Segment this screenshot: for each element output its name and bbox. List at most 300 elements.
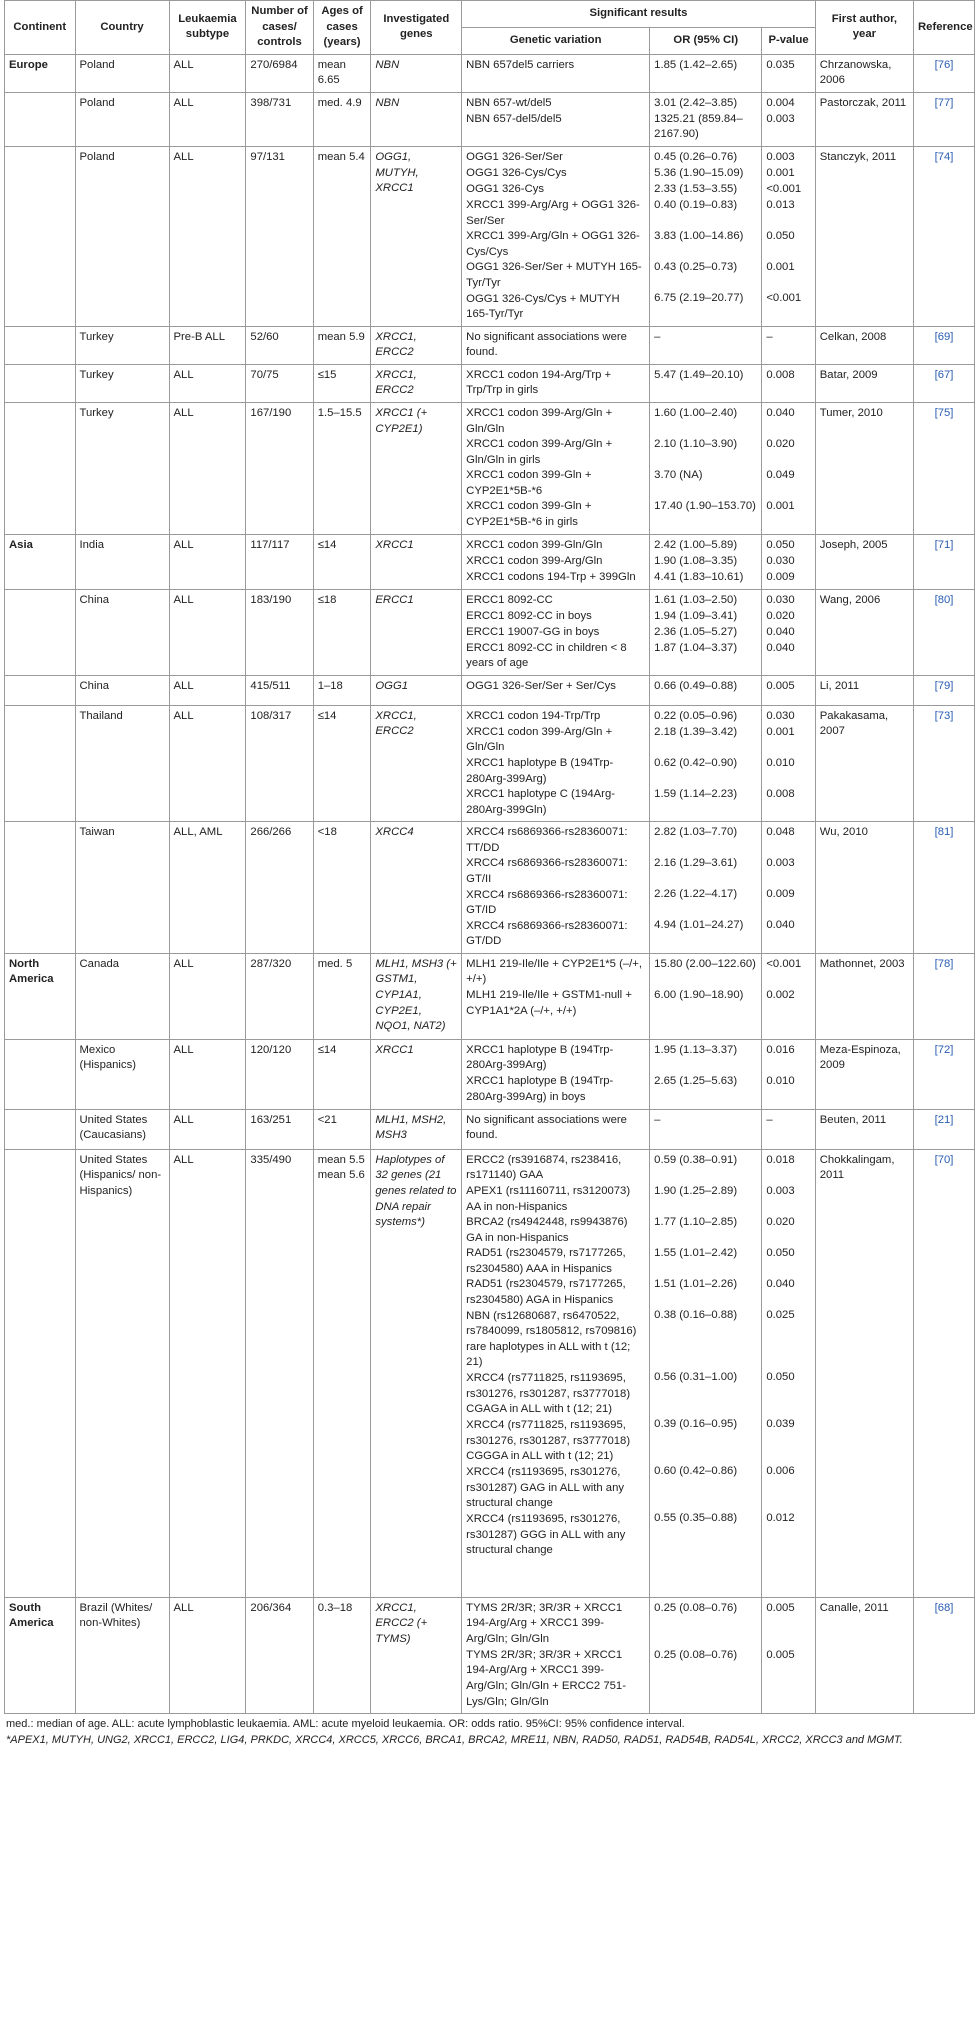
result-variation: APEX1 (rs11160711, rs3120073) AA in non-Hispanics	[466, 1185, 631, 1213]
cell-reference	[914, 675, 975, 705]
cell-variation	[462, 92, 650, 146]
cell-country: United States (Caucasians)	[75, 1109, 169, 1149]
result-p: 0.040	[766, 919, 795, 932]
result-or: 0.59 (0.38–0.91)	[654, 1153, 738, 1166]
result-variation: XRCC1 codon 399-Arg/Gln + Gln/Gln	[466, 725, 613, 754]
cell-continent	[5, 147, 76, 327]
cell-subtype: ALL	[169, 402, 246, 534]
cell-subtype: ALL	[169, 1109, 246, 1149]
cell-or	[650, 326, 762, 364]
cell-genes: MLH1, MSH3 (+ GSTM1, CYP1A1, CYP2E1, NQO1, NAT2)	[371, 953, 462, 1039]
footnote-genes: *APEX1, MUTYH, UNG2, XRCC1, ERCC2, LIG4, PRKDC, XRCC4, XRCC5, XRCC6, BRCA1, BRCA2, MRE11, NBN, RAD50, RAD51, RAD54B, RAD54L, XRCC2, XRCC3 and MGMT.	[6, 1733, 903, 1746]
cell-p	[762, 953, 815, 1039]
reference-link[interactable]: [76]	[934, 58, 954, 71]
cell-continent	[5, 589, 76, 675]
result-or: 2.26 (1.22–4.17)	[654, 888, 738, 901]
result-variation: BRCA2 (rs4942448, rs9943876) GA in non-Hispanics	[466, 1216, 628, 1244]
cell-author: Mathonnet, 2003	[815, 953, 913, 1039]
result-or: 1.55 (1.01–2.42)	[654, 1246, 738, 1259]
result-variation: ERCC2 (rs3916874, rs238416, rs171140) GAA	[466, 1153, 622, 1182]
table-row	[5, 147, 975, 327]
cell-country: China	[75, 675, 169, 705]
result-variation: MLH1 219-Ile/Ile + GSTM1-null + CYP1A1*2A (–/+, +/+)	[466, 989, 632, 1017]
result-or: 17.40 (1.90–153.70)	[654, 499, 756, 512]
cell-cases: 206/364	[246, 1597, 313, 1713]
result-variation: OGG1 326-Ser/Ser + Ser/Cys	[466, 679, 616, 692]
result-p: 0.050	[766, 230, 795, 243]
cell-subtype: ALL	[169, 147, 246, 327]
cell-author: Wu, 2010	[815, 822, 913, 954]
cell-cases: 270/6984	[246, 54, 313, 92]
cell-variation	[462, 953, 650, 1039]
table-row	[5, 953, 975, 1039]
reference-link[interactable]: [21]	[934, 1113, 954, 1126]
result-variation: XRCC1 codon 399-Gln/Gln	[466, 538, 603, 551]
result-p: 0.001	[766, 725, 795, 738]
cell-variation	[462, 326, 650, 364]
cell-ages: mean 6.65	[313, 54, 371, 92]
result-or: 3.83 (1.00–14.86)	[654, 230, 744, 243]
result-p: 0.013	[766, 199, 795, 212]
result-or: 0.38 (0.16–0.88)	[654, 1308, 738, 1321]
result-p: 0.050	[766, 1370, 795, 1383]
cell-cases: 183/190	[246, 589, 313, 675]
result-variation: ERCC1 19007-GG in boys	[466, 625, 600, 638]
result-variation: XRCC4 rs6869366-rs28360071: GT/II	[466, 857, 628, 885]
cell-ages: 1–18	[313, 675, 371, 705]
result-or: 1.59 (1.14–2.23)	[654, 787, 738, 800]
result-or: 1.87 (1.04–3.37)	[654, 641, 738, 654]
cell-reference	[914, 589, 975, 675]
result-p: 0.020	[766, 437, 795, 450]
reference-link[interactable]: [73]	[934, 709, 954, 722]
cell-subtype: ALL	[169, 1149, 246, 1597]
cell-p	[762, 1109, 815, 1149]
cell-reference	[914, 364, 975, 402]
result-p: 0.003	[766, 112, 795, 125]
cell-p	[762, 326, 815, 364]
cell-ages: ≤15	[313, 364, 371, 402]
result-variation: XRCC1 codon 399-Gln + CYP2E1*5B-*6	[466, 469, 592, 497]
result-or: 5.47 (1.49–20.10)	[654, 368, 744, 381]
cell-or	[650, 675, 762, 705]
cell-ages: med. 4.9	[313, 92, 371, 146]
table-row	[5, 54, 975, 92]
result-variation: RAD51 (rs2304579, rs7177265, rs2304580) AGA in Hispanics	[466, 1278, 626, 1307]
result-p: 0.050	[766, 1246, 795, 1259]
cell-p	[762, 1039, 815, 1109]
result-or: 2.82 (1.03–7.70)	[654, 826, 738, 839]
cell-genes: XRCC1, ERCC2	[371, 326, 462, 364]
cell-or	[650, 92, 762, 146]
cell-genes: OGG1	[371, 675, 462, 705]
cell-author: Meza-Espinoza, 2009	[815, 1039, 913, 1109]
result-variation: OGG1 326-Ser/Ser	[466, 151, 563, 164]
result-p: 0.030	[766, 593, 795, 606]
cell-author: Chokkalingam, 2011	[815, 1149, 913, 1597]
cell-genes: XRCC1, ERCC2	[371, 364, 462, 402]
cell-continent: Europe	[5, 54, 76, 92]
cell-subtype: ALL	[169, 534, 246, 589]
result-p: 0.050	[766, 538, 795, 551]
result-or: 0.45 (0.26–0.76)	[654, 151, 738, 164]
result-or: 0.25 (0.08–0.76)	[654, 1601, 738, 1614]
cell-country: Brazil (Whites/ non-Whites)	[75, 1597, 169, 1713]
cell-variation	[462, 402, 650, 534]
footnotes	[4, 1714, 975, 1748]
result-variation: XRCC1 399-Arg/Arg + OGG1 326-Ser/Ser	[466, 199, 640, 227]
table-row	[5, 705, 975, 821]
cell-or	[650, 147, 762, 327]
col-cases: Number of cases/ controls	[246, 1, 313, 55]
result-variation: XRCC4 (rs7711825, rs1193695, rs301276, rs301287, rs3777018) CGGGA in ALL with t (12; 21)	[466, 1418, 631, 1463]
result-or: 2.10 (1.10–3.90)	[654, 437, 738, 450]
result-or: 1325.21 (859.84–2167.90)	[654, 112, 743, 141]
col-genes: Investigated genes	[371, 1, 462, 55]
reference-link[interactable]: [68]	[934, 1601, 954, 1614]
cell-p	[762, 92, 815, 146]
cell-country: Turkey	[75, 402, 169, 534]
cell-or	[650, 54, 762, 92]
cell-subtype: ALL	[169, 589, 246, 675]
reference-link[interactable]: [70]	[934, 1153, 954, 1166]
result-or: 0.43 (0.25–0.73)	[654, 261, 738, 274]
cell-reference	[914, 534, 975, 589]
cell-p	[762, 402, 815, 534]
cell-cases: 287/320	[246, 953, 313, 1039]
result-variation: OGG1 326-Cys/Cys	[466, 167, 567, 180]
cell-continent	[5, 402, 76, 534]
table-row	[5, 1109, 975, 1149]
result-or: 15.80 (2.00–122.60)	[654, 957, 756, 970]
reference-link[interactable]: [78]	[934, 957, 954, 970]
cell-p	[762, 147, 815, 327]
cell-author: Stanczyk, 2011	[815, 147, 913, 327]
cell-country: Taiwan	[75, 822, 169, 954]
result-or: 4.41 (1.83–10.61)	[654, 570, 744, 583]
cell-or	[650, 364, 762, 402]
result-p: –	[766, 330, 773, 343]
result-p: <0.001	[766, 957, 802, 970]
result-variation: MLH1 219-Ile/Ile + CYP2E1*5 (–/+, +/+)	[466, 957, 642, 986]
result-variation: XRCC1 haplotype B (194Trp-280Arg-399Arg)	[466, 1043, 614, 1072]
reference-link[interactable]: [71]	[934, 538, 954, 551]
cell-cases: 70/75	[246, 364, 313, 402]
cell-country: United States (Hispanics/ non-Hispanics)	[75, 1149, 169, 1597]
result-p: 0.001	[766, 261, 795, 274]
result-variation: XRCC4 (rs7711825, rs1193695, rs301276, rs301287, rs3777018) CGAGA in ALL with t (12; 21)	[466, 1371, 631, 1416]
cell-reference	[914, 1149, 975, 1597]
cell-reference	[914, 147, 975, 327]
result-p: 0.020	[766, 1215, 795, 1228]
result-or: –	[654, 330, 661, 343]
cell-country: Poland	[75, 54, 169, 92]
reference-link[interactable]: [74]	[934, 151, 954, 164]
cell-continent	[5, 705, 76, 821]
result-variation: NBN 657del5 carriers	[466, 58, 575, 71]
result-or: 6.00 (1.90–18.90)	[654, 988, 744, 1001]
reference-link[interactable]: [79]	[934, 679, 954, 692]
cell-continent	[5, 364, 76, 402]
result-p: 0.040	[766, 625, 795, 638]
cell-genes: NBN	[371, 92, 462, 146]
result-or: 5.36 (1.90–15.09)	[654, 167, 744, 180]
cell-continent	[5, 675, 76, 705]
result-or: 1.95 (1.13–3.37)	[654, 1043, 738, 1056]
cell-subtype: ALL	[169, 92, 246, 146]
result-or: 1.90 (1.08–3.35)	[654, 554, 738, 567]
result-or: 0.22 (0.05–0.96)	[654, 709, 738, 722]
result-variation: No significant associations were found.	[466, 1113, 627, 1142]
result-or: 1.94 (1.09–3.41)	[654, 609, 738, 622]
cell-continent	[5, 92, 76, 146]
cell-author: Beuten, 2011	[815, 1109, 913, 1149]
result-p: 0.005	[766, 1601, 795, 1614]
result-p: 0.048	[766, 826, 795, 839]
result-or: 1.51 (1.01–2.26)	[654, 1277, 738, 1290]
table-row	[5, 1039, 975, 1109]
cell-genes: XRCC1, ERCC2 (+ TYMS)	[371, 1597, 462, 1713]
result-or: 1.85 (1.42–2.65)	[654, 58, 738, 71]
cell-p	[762, 54, 815, 92]
cell-cases: 167/190	[246, 402, 313, 534]
result-variation: XRCC1 codon 399-Arg/Gln + Gln/Gln in girls	[466, 438, 613, 466]
cell-continent: Asia	[5, 534, 76, 589]
table-row	[5, 402, 975, 534]
result-p: 0.040	[766, 641, 795, 654]
cell-author: Joseph, 2005	[815, 534, 913, 589]
cell-ages: 0.3–18	[313, 1597, 371, 1713]
result-p: 0.004	[766, 96, 795, 109]
cell-variation	[462, 675, 650, 705]
result-or: 0.60 (0.42–0.86)	[654, 1464, 738, 1477]
cell-or	[650, 1039, 762, 1109]
cell-cases: 415/511	[246, 675, 313, 705]
cell-variation	[462, 147, 650, 327]
col-p: P-value	[762, 27, 815, 54]
result-or: 0.56 (0.31–1.00)	[654, 1370, 738, 1383]
reference-link[interactable]: [80]	[934, 593, 954, 606]
cell-subtype: Pre-B ALL	[169, 326, 246, 364]
result-p: 0.009	[766, 570, 795, 583]
result-p: 0.030	[766, 709, 795, 722]
cell-continent	[5, 1039, 76, 1109]
cell-subtype: ALL	[169, 364, 246, 402]
cell-variation	[462, 589, 650, 675]
result-p: 0.010	[766, 1074, 795, 1087]
result-variation: XRCC1 codon 194-Trp/Trp	[466, 709, 601, 722]
reference-link[interactable]: [69]	[934, 330, 954, 343]
result-p: 0.003	[766, 151, 795, 164]
result-or: 2.18 (1.39–3.42)	[654, 725, 738, 738]
result-or: 4.94 (1.01–24.27)	[654, 919, 744, 932]
result-p: 0.039	[766, 1417, 795, 1430]
reference-link[interactable]: [81]	[934, 826, 954, 839]
result-variation: No significant associations were found.	[466, 330, 627, 359]
cell-continent: South America	[5, 1597, 76, 1713]
cell-genes: NBN	[371, 54, 462, 92]
cell-ages: med. 5	[313, 953, 371, 1039]
cell-reference	[914, 92, 975, 146]
cell-variation	[462, 534, 650, 589]
cell-ages: mean 5.5 mean 5.6	[313, 1149, 371, 1597]
cell-ages: 1.5–15.5	[313, 402, 371, 534]
table-row	[5, 326, 975, 364]
cell-ages: mean 5.9	[313, 326, 371, 364]
result-p: 0.049	[766, 468, 795, 481]
cell-or	[650, 402, 762, 534]
cell-reference	[914, 326, 975, 364]
cell-subtype: ALL	[169, 953, 246, 1039]
result-p: 0.025	[766, 1308, 795, 1321]
result-variation: RAD51 (rs2304579, rs7177265, rs2304580) AAA in Hispanics	[466, 1247, 626, 1275]
cell-reference	[914, 54, 975, 92]
cell-or	[650, 1149, 762, 1597]
cell-author: Li, 2011	[815, 675, 913, 705]
result-p: 0.018	[766, 1153, 795, 1166]
result-variation: XRCC1 codon 194-Arg/Trp + Trp/Trp in girls	[466, 368, 612, 397]
result-variation: OGG1 326-Cys/Cys + MUTYH 165-Tyr/Tyr	[466, 292, 620, 321]
result-variation: XRCC4 rs6869366-rs28360071: TT/DD	[466, 826, 628, 854]
result-p: 0.035	[766, 58, 795, 71]
result-p: 0.001	[766, 499, 795, 512]
cell-variation	[462, 1149, 650, 1597]
result-variation: XRCC1 haplotype B (194Trp-280Arg-399Arg) in boys	[466, 1075, 614, 1103]
result-p: 0.009	[766, 888, 795, 901]
cell-cases: 97/131	[246, 147, 313, 327]
result-p: 0.005	[766, 1648, 795, 1661]
result-p: 0.003	[766, 857, 795, 870]
cell-author: Celkan, 2008	[815, 326, 913, 364]
cell-author: Batar, 2009	[815, 364, 913, 402]
cell-ages: <21	[313, 1109, 371, 1149]
cell-country: Poland	[75, 92, 169, 146]
cell-ages: mean 5.4	[313, 147, 371, 327]
cell-cases: 335/490	[246, 1149, 313, 1597]
result-variation: TYMS 2R/3R; 3R/3R + XRCC1 194-Arg/Arg + XRCC1 399-Arg/Gln; Gln/Gln + ERCC2 751-Lys/Gln; Gln/Gln	[466, 1648, 626, 1708]
result-p: 0.008	[766, 787, 795, 800]
result-or: 1.77 (1.10–2.85)	[654, 1215, 738, 1228]
cell-variation	[462, 364, 650, 402]
cell-subtype: ALL	[169, 54, 246, 92]
reference-link[interactable]: [75]	[934, 406, 954, 419]
cell-p	[762, 1149, 815, 1597]
cell-reference	[914, 953, 975, 1039]
result-or: 2.65 (1.25–5.63)	[654, 1074, 738, 1087]
table-row	[5, 589, 975, 675]
reference-link[interactable]: [77]	[934, 96, 954, 109]
result-variation: XRCC1 codons 194-Trp + 399Gln	[466, 570, 636, 583]
cell-cases: 120/120	[246, 1039, 313, 1109]
result-p: <0.001	[766, 292, 802, 305]
result-variation: NBN 657-del5/del5	[466, 112, 562, 125]
cell-author: Wang, 2006	[815, 589, 913, 675]
result-variation: NBN (rs12680687, rs6470522, rs7840099, rs1805812, rs709816) rare haplotypes in ALL with t (12; 21)	[466, 1309, 637, 1369]
result-or: 2.42 (1.00–5.89)	[654, 538, 738, 551]
result-variation: XRCC1 codon 399-Arg/Gln + Gln/Gln	[466, 406, 613, 435]
cell-cases: 163/251	[246, 1109, 313, 1149]
cell-p	[762, 705, 815, 821]
result-or: 0.55 (0.35–0.88)	[654, 1511, 738, 1524]
table-row	[5, 364, 975, 402]
cell-author: Tumer, 2010	[815, 402, 913, 534]
cell-p	[762, 364, 815, 402]
result-p: 0.006	[766, 1464, 795, 1477]
cell-continent	[5, 1109, 76, 1149]
result-variation: ERCC1 8092-CC in children < 8 years of age	[466, 641, 627, 670]
cell-variation	[462, 705, 650, 821]
result-or: 3.01 (2.42–3.85)	[654, 96, 738, 109]
header-row	[5, 1, 975, 28]
cell-author: Pakakasama, 2007	[815, 705, 913, 821]
result-p: 0.040	[766, 1277, 795, 1290]
cell-ages: <18	[313, 822, 371, 954]
cell-ages: ≤14	[313, 534, 371, 589]
result-variation: XRCC4 rs6869366-rs28360071: GT/ID	[466, 888, 628, 917]
result-variation: XRCC1 haplotype B (194Trp-280Arg-399Arg)	[466, 756, 614, 785]
result-p: 0.012	[766, 1511, 795, 1524]
cell-reference	[914, 822, 975, 954]
reference-link[interactable]: [67]	[934, 368, 954, 381]
col-subtype: Leukaemia subtype	[169, 1, 246, 55]
cell-genes: XRCC1	[371, 534, 462, 589]
cell-genes: XRCC1 (+ CYP2E1)	[371, 402, 462, 534]
cell-cases: 266/266	[246, 822, 313, 954]
cell-country: Turkey	[75, 364, 169, 402]
cell-country: Mexico (Hispanics)	[75, 1039, 169, 1109]
col-ages: Ages of cases (years)	[313, 1, 371, 55]
cell-author: Canalle, 2011	[815, 1597, 913, 1713]
result-p: 0.003	[766, 1184, 795, 1197]
cell-p	[762, 589, 815, 675]
result-or: 0.62 (0.42–0.90)	[654, 756, 738, 769]
cell-author: Pastorczak, 2011	[815, 92, 913, 146]
table-row	[5, 822, 975, 954]
cell-or	[650, 534, 762, 589]
result-or: 1.90 (1.25–2.89)	[654, 1184, 738, 1197]
cell-p	[762, 822, 815, 954]
cell-p	[762, 1597, 815, 1713]
result-p: 0.002	[766, 988, 795, 1001]
cell-country: China	[75, 589, 169, 675]
cell-subtype: ALL, AML	[169, 822, 246, 954]
result-variation: XRCC1 codon 399-Arg/Gln	[466, 554, 603, 567]
result-p: 0.001	[766, 167, 795, 180]
cell-ages: ≤18	[313, 589, 371, 675]
reference-link[interactable]: [72]	[934, 1043, 954, 1056]
table-row	[5, 675, 975, 705]
result-p: 0.016	[766, 1043, 795, 1056]
result-or: 0.40 (0.19–0.83)	[654, 199, 738, 212]
result-variation: XRCC1 codon 399-Gln + CYP2E1*5B-*6 in girls	[466, 500, 592, 529]
cell-genes: MLH1, MSH2, MSH3	[371, 1109, 462, 1149]
cell-p	[762, 534, 815, 589]
cell-ages: ≤14	[313, 1039, 371, 1109]
cell-country: Canada	[75, 953, 169, 1039]
cell-variation	[462, 1109, 650, 1149]
result-or: 3.70 (NA)	[654, 468, 703, 481]
cell-reference	[914, 1597, 975, 1713]
cell-continent	[5, 326, 76, 364]
cell-or	[650, 705, 762, 821]
result-variation: OGG1 326-Cys	[466, 183, 545, 196]
table-row	[5, 534, 975, 589]
cell-subtype: ALL	[169, 675, 246, 705]
result-or: 2.36 (1.05–5.27)	[654, 625, 738, 638]
result-variation: XRCC1 399-Arg/Gln + OGG1 326-Cys/Cys	[466, 230, 640, 258]
cell-cases: 398/731	[246, 92, 313, 146]
cell-reference	[914, 705, 975, 821]
